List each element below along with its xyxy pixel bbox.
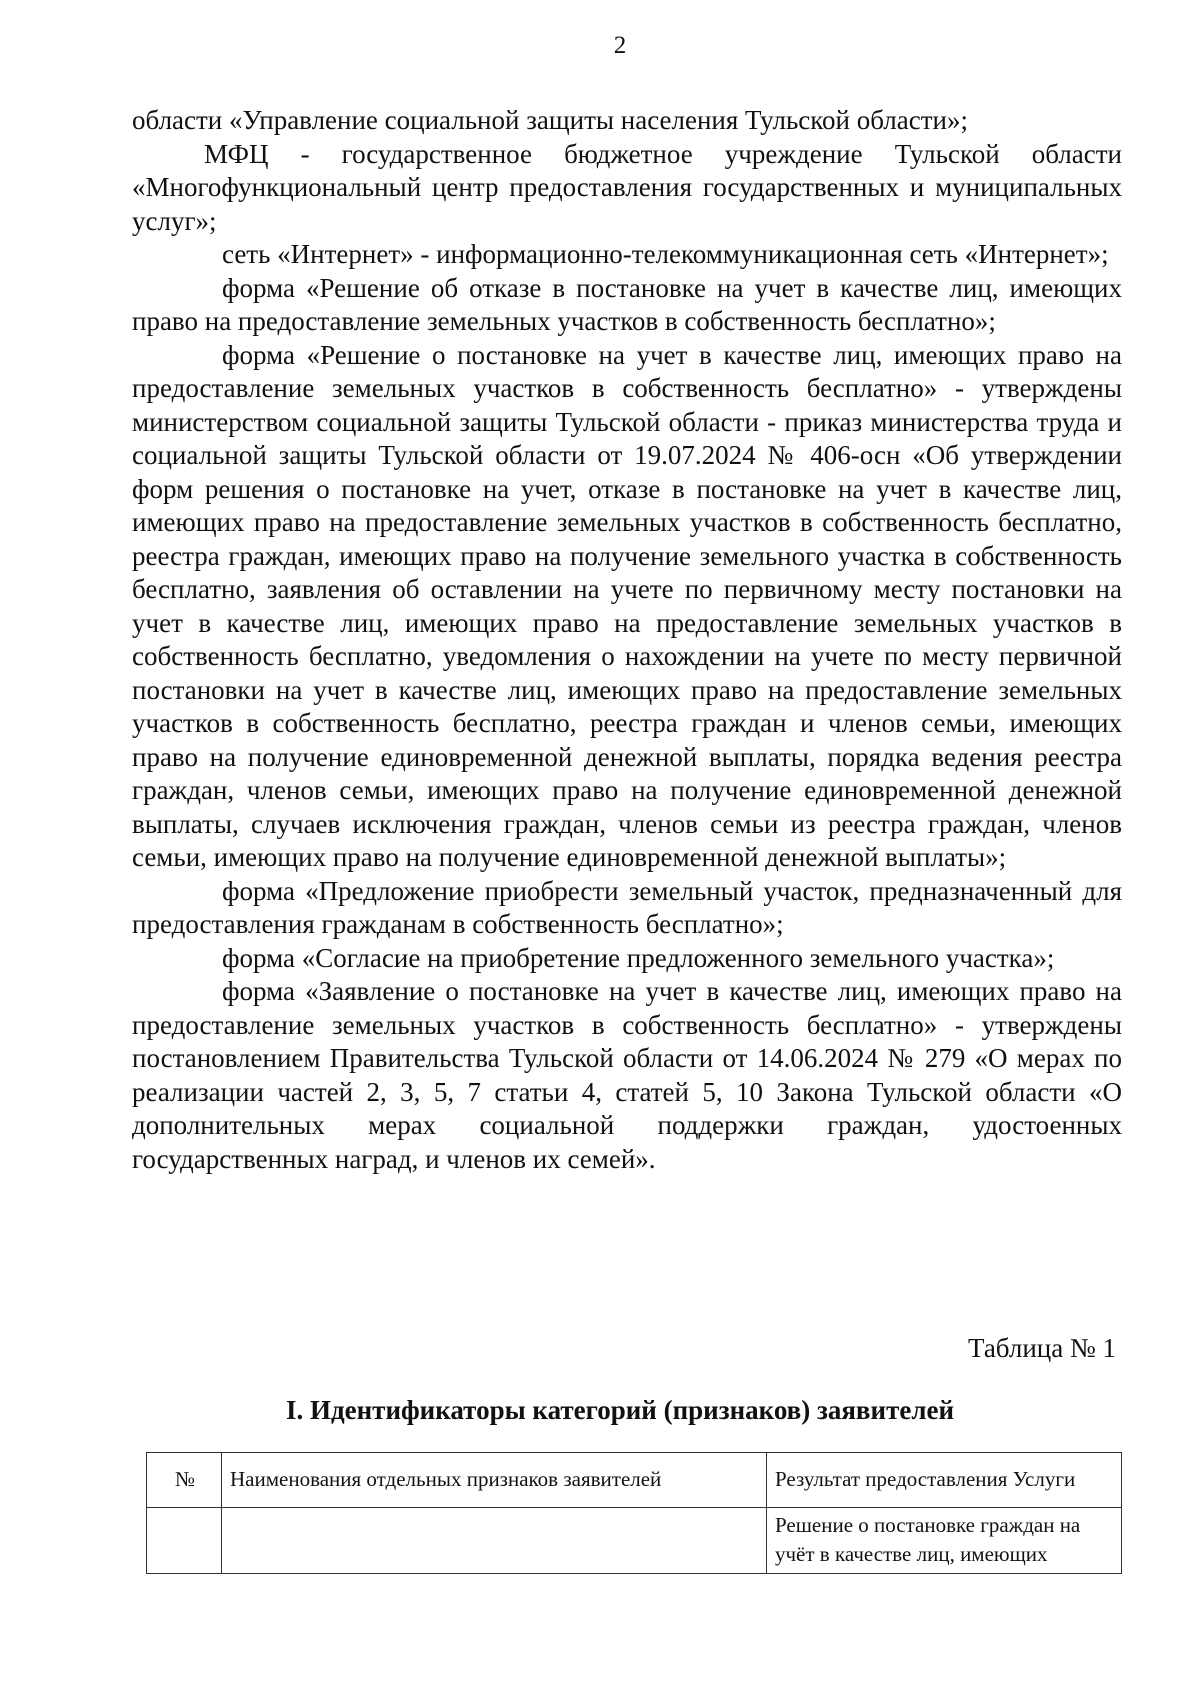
cell-result: Решение о постановке граждан на учёт в качестве лиц, имеющих <box>767 1508 1122 1574</box>
cell-num <box>147 1508 222 1574</box>
table-caption: Таблица № 1 <box>968 1333 1116 1363</box>
section-title: I. Идентификаторы категорий (признаков) заявителей <box>285 1395 955 1425</box>
identifiers-table <box>146 1452 1122 1574</box>
paragraph: сеть «Интернет» - информационно-телекоммуникационная сеть «Интернет»; <box>222 239 1109 269</box>
paragraph: форма «Решение об отказе в постановке на учет в качестве лиц, имеющих право на предоставление земельных участков в собственность бесплатно»; <box>132 272 1122 336</box>
header-num: № <box>147 1453 222 1508</box>
paragraph: форма «Согласие на приобретение предложенного земельного участка»; <box>222 942 1055 973</box>
paragraph: форма «Заявление о постановке на учет в качестве лиц, имеющих право на предоставление земельных участков в собственность бесплатно» - утверждены постановлением Правительства Тульской области от 14.06.2024 № 279 «О мерах по реализации частей 2, 3, 5, 7 статьи 4, статей 5, 10 Закона Тульской области «О дополнительных мерах социальной поддержки граждан, удостоенных государственных наград, и членов их семей». <box>132 976 1122 1174</box>
paragraph: МФЦ - государственное бюджетное учреждение Тульской области «Многофункциональный центр предоставления государственных и муниципальных услуг»; <box>132 138 1122 236</box>
cell-name <box>222 1508 767 1574</box>
header-name: Наименования отдельных признаков заявителей <box>222 1453 767 1508</box>
table-row <box>147 1508 1122 1574</box>
table-header-row <box>147 1453 1122 1508</box>
paragraph: форма «Предложение приобрести земельный участок, предназначенный для предоставления гражданам в собственность бесплатно»; <box>132 875 1122 939</box>
document-body <box>132 104 1122 1176</box>
paragraph: форма «Решение о постановке на учет в качестве лиц, имеющих право на предоставление земельных участков в собственность бесплатно» - утверждены министерством социальной защиты Тульской области - приказ министерства труда и социальной защиты Тульской области от 19.07.2024 № 406-осн «Об утверждении форм решения о постановке на учет, отказе в постановке на учет в качестве лиц, имеющих право на предоставление земельных участков в собственность бесплатно, реестра граждан, имеющих право на получение земельного участка в собственность бесплатно, заявления об оставлении на учете по первичному месту постановки на учет в качестве лиц, имеющих право на предоставление земельных участков в собственность бесплатно, уведомления о нахождении на учете по месту первичной постановки на учет в качестве лиц, имеющих право на предоставление земельных участков в собственность бесплатно, реестра граждан и членов семьи, имеющих право на получение единовременной денежной выплаты, порядка ведения реестра граждан, членов семьи, имеющих право на получение единовременной денежной выплаты, случаев исключения граждан, членов семьи из реестра граждан, членов семьи, имеющих право на получение единовременной денежной выплаты»; <box>132 339 1122 872</box>
paragraph: области «Управление социальной защиты населения Тульской области»; <box>132 105 968 135</box>
page-number: 2 <box>613 32 627 59</box>
header-result: Результат предоставления Услуги <box>767 1453 1122 1508</box>
